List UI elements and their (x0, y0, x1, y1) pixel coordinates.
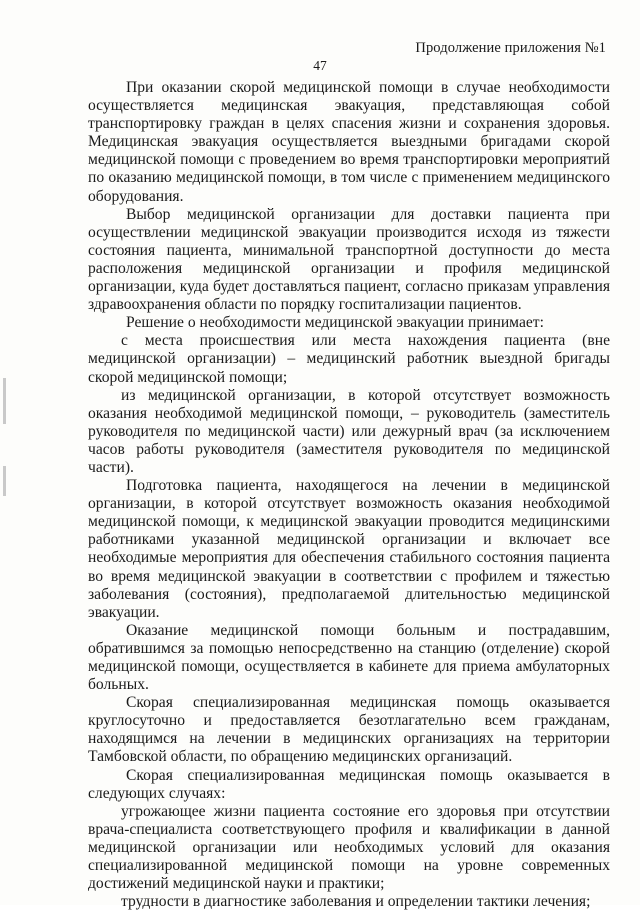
appendix-continuation-note: Продолжение приложения №1 (415, 40, 606, 56)
paragraph-ambulatory-care: Оказание медицинской помощи больным и пострадавшим, обратившимся за помощью непосредственно на станцию (отделение) скорой медицинской помощи, осуществляется в кабинете для приема амбулаторных больных. (88, 621, 610, 694)
scan-margin-mark (3, 466, 6, 496)
scan-margin-mark (3, 378, 6, 424)
list-item-diagnostic-difficulties: трудности в диагностике заболевания и определении тактики лечения; (121, 893, 591, 911)
page-number: 47 (313, 58, 327, 73)
list-item-from-incident-site: с места происшествия или места нахождения пациента (вне медицинской организации) – медицинский работник выездной бригады скорой медицинской помощи; (88, 332, 610, 386)
paragraph-decision-intro: Решение о необходимости медицинской эвакуации принимает: (126, 314, 544, 332)
paragraph-organization-choice: Выбор медицинской организации для доставки пациента при осуществлении медицинской эвакуации производится исходя из тяжести состояния пациента, минимальной транспортной доступности до места расположения медицинской организации и профиля медицинской организации, куда будет доставляться пациент, согласно приказам управления здравоохранения области по порядку госпитализации пациентов. (88, 205, 610, 314)
paragraph-specialized-care-cases: Скорая специализированная медицинская помощь оказывается в следующих случаях: (88, 766, 610, 802)
list-item-life-threatening-state: угрожающее жизни пациента состояние его здоровья при отсутствии врача-специалиста соответствующего профиля и квалификации в данной медицинской организации или необходимых условий для оказания специализированной медицинской помощи на уровне современных достижений медицинской науки и практики; (88, 802, 610, 893)
list-item-from-medical-organization: из медицинской организации, в которой отсутствует возможность оказания необходимой медицинской помощи, – руководитель (заместитель руководителя по медицинской части) или дежурный врач (за исключением часов работы руководителя (заместителя руководителя по медицинской части). (88, 386, 610, 476)
paragraph-specialized-care-24h: Скорая специализированная медицинская помощь оказывается круглосуточно и предоставляется безотлагательно всем гражданам, находящимся на лечении в медицинских организациях на территории Тамбовской области, по обращению медицинских организаций. (88, 694, 610, 766)
paragraph-patient-preparation: Подготовка пациента, находящегося на лечении в медицинской организации, в которой отсутствует возможность оказания необходимой медицинской помощи, к медицинской эвакуации проводится медицинскими работниками указанной медицинской организации и включает все необходимые мероприятия для обеспечения стабильного состояния пациента во время медицинской эвакуации в соответствии с профилем и тяжестью заболевания (состояния), предполагаемой длительностью медицинской эвакуации. (88, 477, 610, 621)
document-body (88, 79, 610, 911)
paragraph-medical-evacuation: При оказании скорой медицинской помощи в случае необходимости осуществляется медицинская эвакуация, представляющая собой транспортировку граждан в целях спасения жизни и сохранения здоровья. Медицинская эвакуация осуществляется выездными бригадами скорой медицинской помощи с проведением во время транспортировки мероприятий по оказанию медицинской помощи, в том числе с применением медицинского оборудования. (88, 79, 610, 205)
